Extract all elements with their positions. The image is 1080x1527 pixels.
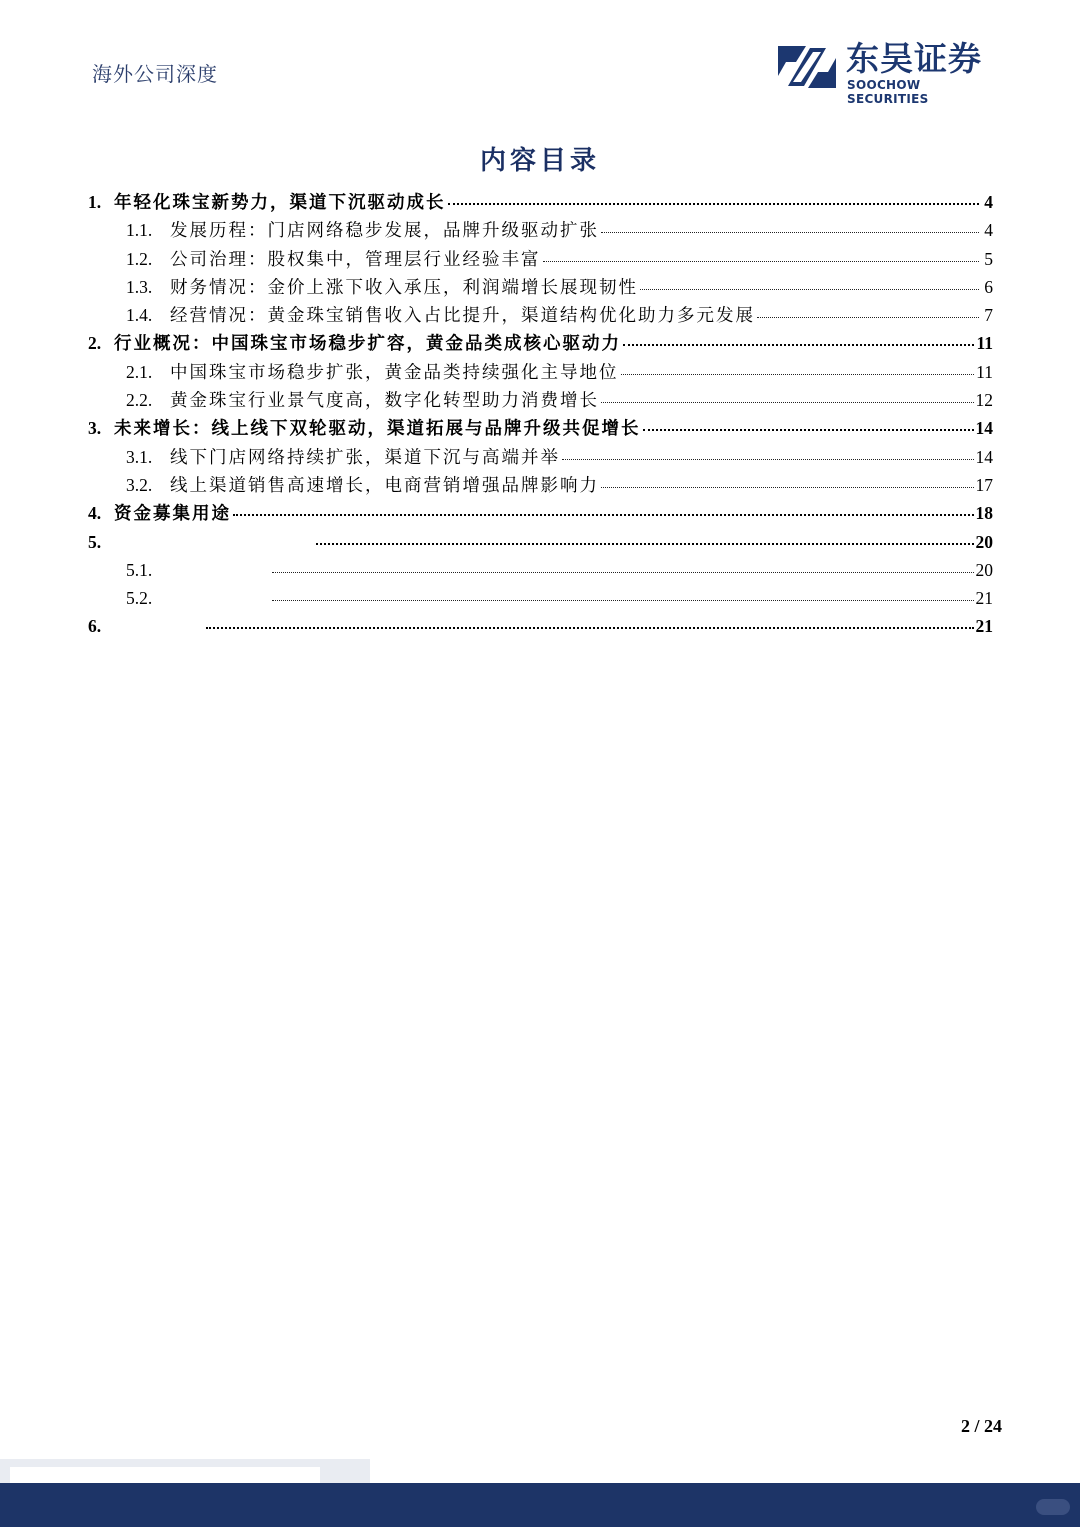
toc-entry-title: 线下门店网络持续扩张，渠道下沉与高端并举 [170,447,560,468]
toc-entry-title: 财务情况：金价上涨下收入承压，利润端增长展现韧性 [170,277,638,298]
toc-title: 内容目录 [479,146,600,176]
toc-dot-leader [543,261,980,262]
toc-entry-page: 6 [984,276,993,297]
toc-entry-number: 2.2. [126,390,153,411]
toc-entry-page: 7 [984,305,993,326]
toc-entry[interactable] [88,245,993,273]
table-of-contents [88,188,993,641]
toc-entry[interactable] [88,329,993,357]
toc-entry-number: 2.1. [126,361,153,382]
toc-entry-page: 4 [984,192,993,212]
toc-entry-title: 资金募集用途 [114,504,231,525]
toc-entry-title: 未来增长：线上线下双轮驱动，渠道拓展与品牌升级共促增长 [114,419,641,440]
toc-entry-title: 年轻化珠宝新势力，渠道下沉驱动成长 [114,193,446,213]
toc-dot-leader [562,459,974,460]
brand-name-cn: 东吴证券 [846,39,982,78]
toc-entry[interactable] [88,273,993,301]
toc-entry-number: 3.1. [126,446,153,467]
toc-entry-number: 1.1. [126,220,153,241]
toc-dot-leader [206,627,974,629]
toc-dot-leader [316,543,974,545]
toc-entry[interactable] [88,188,993,216]
toc-entry-title: 中国珠宝市场稳步扩张，黄金品类持续强化主导地位 [170,362,619,383]
toc-dot-leader [448,203,980,205]
company-logo [776,39,1006,106]
toc-entry-page: 18 [975,503,993,524]
toc-dot-leader [233,514,974,516]
toc-entry-title: 黄金珠宝行业景气度高，数字化转型助力消费增长 [170,391,599,412]
toc-entry[interactable] [88,414,993,442]
toc-entry-page: 20 [975,559,993,580]
toc-entry-number: 6. [88,616,102,637]
toc-entry-number: 5. [88,531,102,552]
toc-entry-title: 经营情况：黄金珠宝销售收入占比提升，渠道结构优化助力多元发展 [170,306,755,327]
toc-entry-page: 20 [975,531,993,552]
soochow-logo-icon [776,42,838,92]
report-category-label: 海外公司深度 [92,62,218,86]
toc-entry[interactable] [88,386,993,414]
toc-entry[interactable] [88,584,993,612]
toc-entry-page: 14 [975,446,993,467]
toc-entry-title: 公司治理：股权集中，管理层行业经验丰富 [170,249,541,270]
toc-entry-number: 5.2. [126,588,153,609]
toc-dot-leader [601,487,974,488]
toc-dot-leader [621,374,975,375]
toc-entry[interactable] [88,471,993,499]
toc-entry[interactable] [88,358,993,386]
toc-entry-page: 14 [975,418,993,439]
toc-dot-leader [601,402,974,403]
toc-entry-number: 1.3. [126,276,153,297]
toc-entry-number: 3.2. [126,474,153,495]
toc-dot-leader [757,317,979,318]
toc-entry-page: 21 [975,588,993,609]
brand-name-en: SOOCHOW SECURITIES [847,78,929,106]
toc-entry-title: 行业概况：中国珠宝市场稳步扩容，黄金品类成核心驱动力 [114,334,621,355]
toc-dot-leader [640,289,979,290]
toc-entry-page: 21 [975,616,993,637]
toc-entry-number: 2. [88,333,102,354]
toc-dot-leader [601,232,979,233]
page-number: 2 / 24 [960,1416,1002,1436]
toc-entry-number: 3. [88,418,102,439]
toc-dot-leader [272,600,974,601]
toc-entry-page: 12 [975,390,993,411]
toc-entry-number: 5.1. [126,559,153,580]
toc-entry[interactable] [88,612,993,640]
toc-entry[interactable] [88,443,993,471]
toc-entry-page: 5 [984,248,993,269]
toc-entry-page: 17 [975,474,993,495]
toc-entry[interactable] [88,556,993,584]
toc-dot-leader [272,572,974,573]
toc-entry-title: 线上渠道销售高速增长，电商营销增强品牌影响力 [170,475,599,496]
toc-entry-number: 1.2. [126,248,153,269]
toc-entry-number: 1.4. [126,305,153,326]
watermark-badge [1036,1499,1070,1515]
toc-entry[interactable] [88,301,993,329]
toc-entry-title: 发展历程：门店网络稳步发展，品牌升级驱动扩张 [170,221,599,242]
toc-entry-number: 1. [88,192,102,212]
toc-entry[interactable] [88,216,993,244]
toc-entry-page: 11 [976,361,993,382]
toc-dot-leader [623,344,974,346]
toc-dot-leader [643,429,974,431]
footer-bar [0,1483,1080,1527]
toc-entry-number: 4. [88,503,102,524]
toc-entry[interactable] [88,499,993,527]
toc-entry[interactable] [88,528,993,556]
toc-entry-page: 4 [984,220,993,241]
toc-entry-page: 11 [976,333,993,354]
